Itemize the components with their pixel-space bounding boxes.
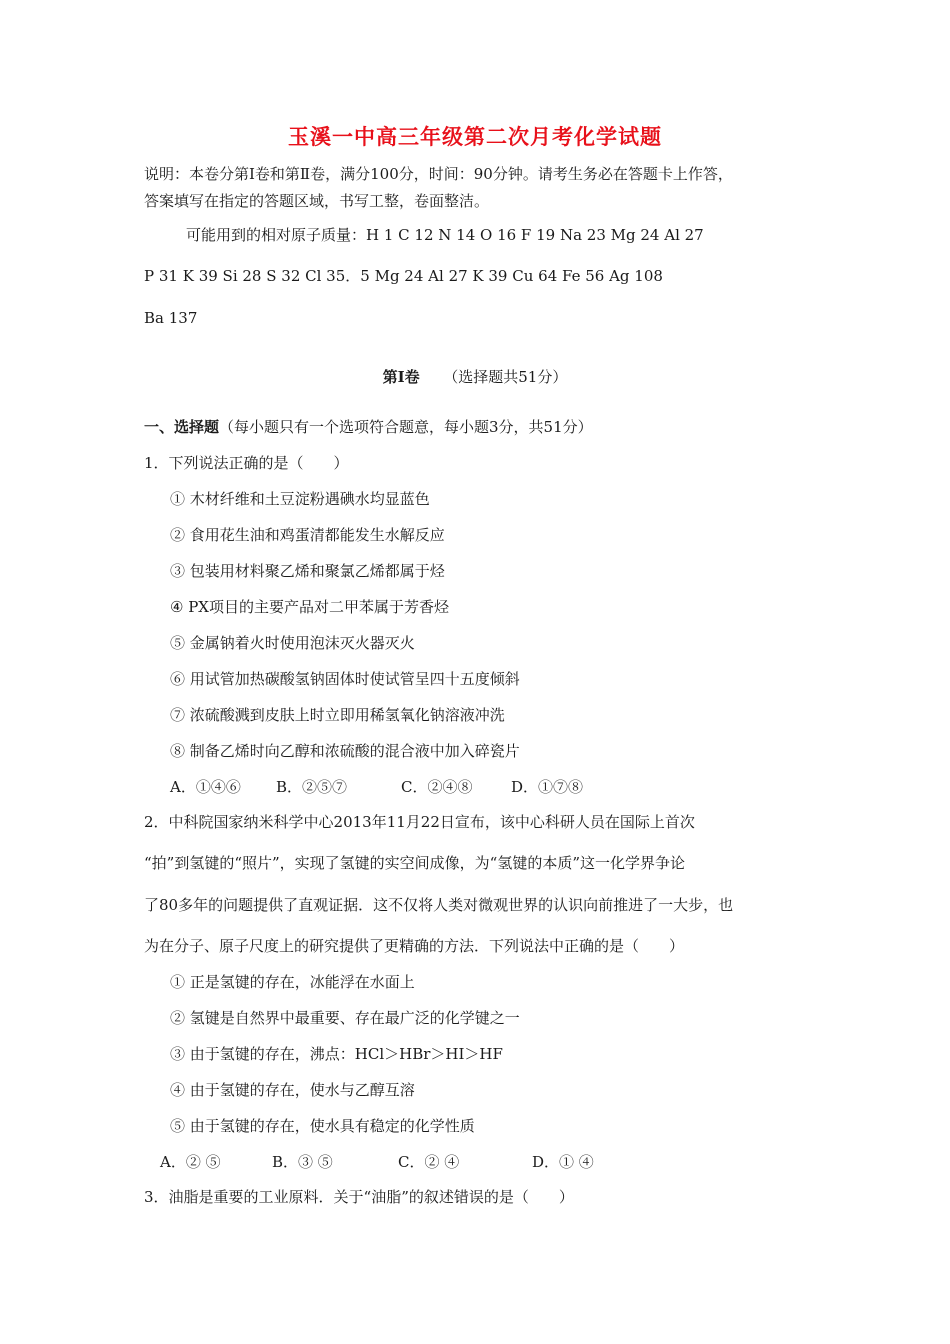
section-note: （选择题共51分） xyxy=(443,368,568,386)
q1-option-d: D．①⑦⑧ xyxy=(511,778,584,796)
part-one-instruction: （每小题只有一个选项符合题意，每小题3分，共51分） xyxy=(219,418,593,436)
q1-item: ⑥ 用试管加热碳酸氢钠固体时使试管呈四十五度倾斜 xyxy=(170,670,520,688)
section-heading xyxy=(0,366,950,388)
q1-item: ④ PX项目的主要产品对二甲苯属于芳香烃 xyxy=(170,598,449,616)
q2-option-b: B．③ ⑤ xyxy=(272,1153,333,1171)
part-one-label: 一、选择题 xyxy=(144,418,220,436)
q2-item: ② 氢键是自然界中最重要、存在最广泛的化学键之一 xyxy=(170,1009,520,1027)
q1-item: ③ 包装用材料聚乙烯和聚氯乙烯都属于烃 xyxy=(170,562,445,580)
q1-item: ① 木材纤维和土豆淀粉遇碘水均显蓝色 xyxy=(170,490,430,508)
q1-item: ⑧ 制备乙烯时向乙醇和浓硫酸的混合液中加入碎瓷片 xyxy=(170,742,520,760)
part-one-heading xyxy=(144,416,593,438)
exam-title: 玉溪一中高三年级第二次月考化学试题 xyxy=(288,124,662,149)
q1-stem: 1．下列说法正确的是（ ） xyxy=(144,454,349,472)
section-label: 第Ⅰ卷 xyxy=(382,368,420,386)
q2-stem-line: “拍”到氢键的“照片”，实现了氢键的实空间成像，为“氢键的本质”这一化学界争论 xyxy=(144,854,686,872)
q2-stem-line: 2．中科院国家纳米科学中心2013年11月22日宣布，该中心科研人员在国际上首次 xyxy=(144,813,695,831)
q2-item: ③ 由于氢键的存在，沸点：HCl＞HBr＞HI＞HF xyxy=(170,1045,503,1063)
q2-option-d: D．① ④ xyxy=(532,1153,594,1171)
atomic-mass-line-1: 可能用到的相对原子质量：H 1 C 12 N 14 O 16 F 19 Na 23 Mg 24 Al 27 xyxy=(186,226,704,244)
q2-stem-line: 了80多年的问题提供了直观证据．这不仅将人类对微观世界的认识向前推进了一大步，也 xyxy=(144,896,734,914)
q2-item: ⑤ 由于氢键的存在，使水具有稳定的化学性质 xyxy=(170,1117,475,1135)
q1-option-b: B．②⑤⑦ xyxy=(276,778,348,796)
q1-options xyxy=(170,776,583,798)
q1-item: ⑤ 金属钠着火时使用泡沫灭火器灭火 xyxy=(170,634,415,652)
q2-item: ④ 由于氢键的存在，使水与乙醇互溶 xyxy=(170,1081,415,1099)
q3-stem: 3．油脂是重要的工业原料．关于“油脂”的叙述错误的是（ ） xyxy=(144,1188,574,1206)
q2-item: ① 正是氢键的存在，冰能浮在水面上 xyxy=(170,973,415,991)
q1-option-c: C．②④⑧ xyxy=(401,778,473,796)
q1-option-a: A．①④⑥ xyxy=(170,778,241,796)
atomic-mass-line-3: Ba 137 xyxy=(144,309,198,327)
q2-stem-line: 为在分子、原子尺度上的研究提供了更精确的方法．下列说法中正确的是（ ） xyxy=(144,937,685,955)
q2-option-a: A．② ⑤ xyxy=(160,1153,221,1171)
q1-item: ② 食用花生油和鸡蛋清都能发生水解反应 xyxy=(170,526,445,544)
q2-options xyxy=(160,1151,594,1173)
atomic-mass-line-2: P 31 K 39 Si 28 S 32 Cl 35．5 Mg 24 Al 27 K 39 Cu 64 Fe 56 Ag 108 xyxy=(144,267,663,285)
instructions-line-1: 说明：本卷分第Ⅰ卷和第Ⅱ卷，满分100分，时间：90分钟。请考生务必在答题卡上作答， xyxy=(144,165,733,183)
instructions-line-2: 答案填写在指定的答题区域，书写工整，卷面整洁。 xyxy=(144,192,490,210)
q1-item: ⑦ 浓硫酸溅到皮肤上时立即用稀氢氧化钠溶液冲洗 xyxy=(170,706,505,724)
q2-option-c: C．② ④ xyxy=(398,1153,460,1171)
